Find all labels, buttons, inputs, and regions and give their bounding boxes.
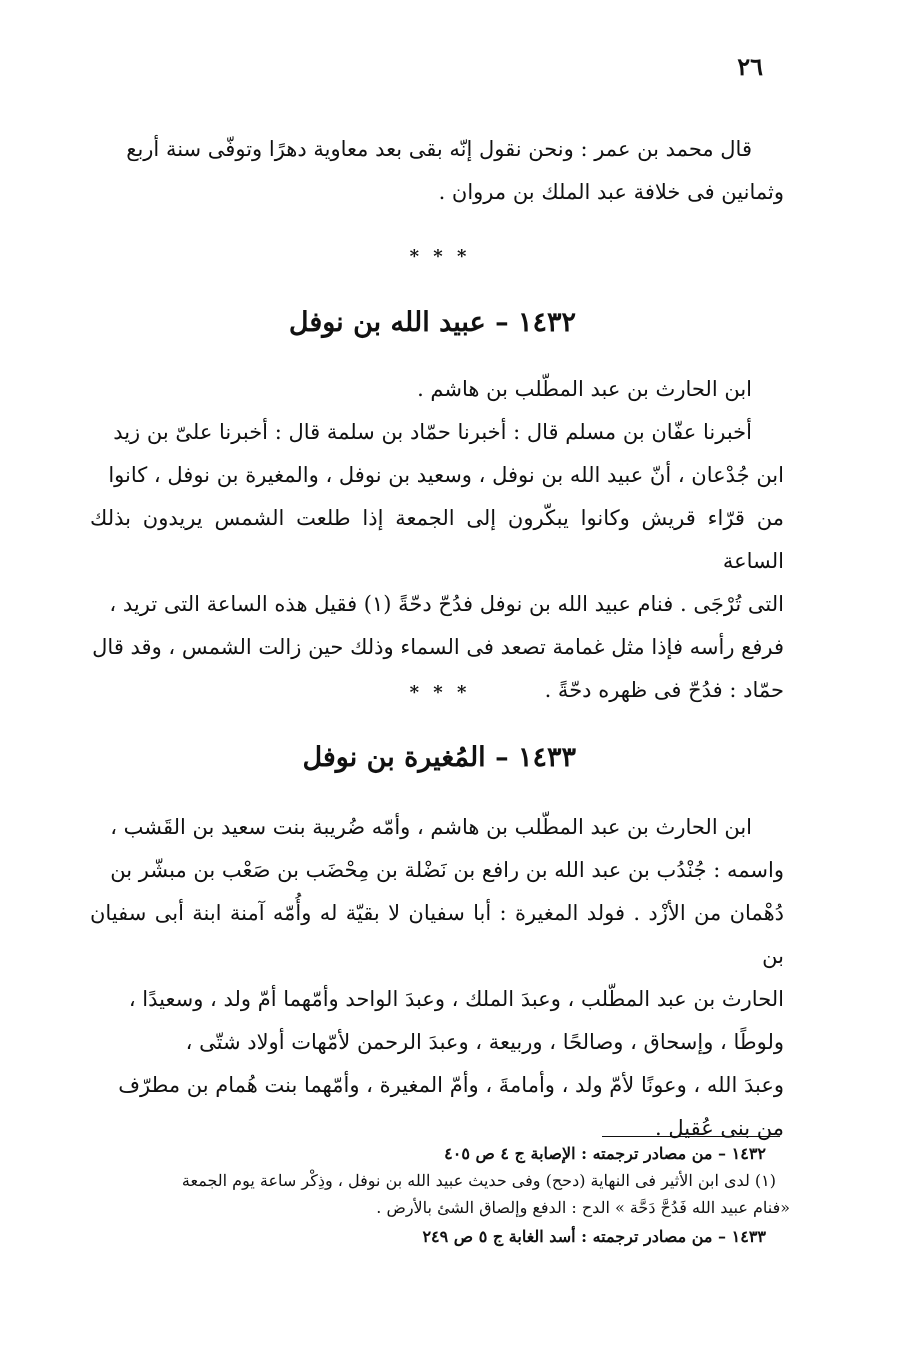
intro-paragraph xyxy=(90,128,784,214)
entry-1433-line: واسمه : جُنْدُب بن عبد الله بن رافع بن نَضْلة بن مِحْضَب بن صَعْب بن مبشّر بن xyxy=(110,858,784,882)
entry-1433-line: دُهْمان من الأزْد . فولد المغيرة : أبا سفيان لا بقيّة له وأُمّه آمنة ابنة أبى سفيان بن xyxy=(90,901,784,968)
footnote-divider xyxy=(602,1136,780,1137)
entry-1432-line: التى تُرْجَى . فنام عبيد الله بن نوفل فدُحّ دحّةً (١) فقيل هذه الساعة التى تريد ، xyxy=(109,592,784,616)
entry-1432-line: حمّاد : فدُحّ فى ظهره دحّةً . xyxy=(544,678,784,702)
footnotes xyxy=(100,1140,790,1250)
entry-heading-1433: ١٤٣٣ – المُغيرة بن نوفل xyxy=(302,742,576,773)
entry-1432-line: ابن جُدْعان ، أنّ عبيد الله بن نوفل ، وسعيد بن نوفل ، والمغيرة بن نوفل ، كانوا xyxy=(108,463,784,487)
section-separator: * * * xyxy=(409,246,471,267)
entry-1433-line: الحارث بن عبد المطّلب ، وعبدَ الملك ، وعبدَ الواحد وأمّهما أمّ ولد ، وسعيدًا ، xyxy=(128,987,784,1011)
entry-1432-line: من قرّاء قريش وكانوا يبكّرون إلى الجمعة إذا طلعت الشمس يريدون بذلك الساعة xyxy=(90,506,784,573)
entry-body-1433 xyxy=(90,806,784,1150)
section-separator: * * * xyxy=(409,682,471,703)
footnote-source-1433: ١٤٣٣ – من مصادر ترجمته : أسد الغابة ج ٥ ص ٢٤٩ xyxy=(422,1227,766,1246)
intro-line-1: قال محمد بن عمر : ونحن نقول إنّه بقى بعد معاوية دهرًا وتوفّى سنة أربع xyxy=(126,137,752,161)
page-number: ٢٦ xyxy=(737,52,763,81)
entry-1433-line: من بنى عُقيل . xyxy=(654,1116,784,1140)
entry-1433-line: ابن الحارث بن عبد المطّلب بن هاشم ، وأمّه ضُريبة بنت سعيد بن القَشب ، xyxy=(110,815,752,839)
entry-heading-1432: ١٤٣٢ – عبيد الله بن نوفل xyxy=(288,307,576,338)
entry-1433-line: ولوطًا ، وإسحاق ، وصالحًا ، وربيعة ، وعبدَ الرحمن لأمّهات أولاد شتّى ، xyxy=(185,1030,784,1054)
entry-body-1432 xyxy=(90,368,784,712)
footnote-note-1: (١) لدى ابن الأثير فى النهاية (دحح) وفى حديث عبيد الله بن نوفل ، وذِكْر ساعة يوم الجمعة xyxy=(181,1171,776,1190)
footnote-note-1-continued: «فنام عبيد الله فَدُحَّ دَحَّة » الدح : الدفع وإلصاق الشئ بالأرض . xyxy=(376,1198,790,1217)
entry-1432-line: ابن الحارث بن عبد المطّلب بن هاشم . xyxy=(417,377,752,401)
footnote-source-1432: ١٤٣٢ – من مصادر ترجمته : الإصابة ج ٤ ص ٤٠٥ xyxy=(444,1144,766,1163)
entry-1432-line: فرفع رأسه فإذا مثل غمامة تصعد فى السماء وذلك حين زالت الشمس ، وقد قال xyxy=(92,635,784,659)
entry-1433-line: وعبدَ الله ، وعونًا لأمّ ولد ، وأمامةَ ، وأمّ المغيرة ، وأمّهما بنت هُمام بن مطرّف xyxy=(118,1073,784,1097)
entry-1432-line: أخبرنا عفّان بن مسلم قال : أخبرنا حمّاد بن سلمة قال : أخبرنا علىّ بن زيد xyxy=(113,420,752,444)
intro-line-2: وثمانين فى خلافة عبد الملك بن مروان . xyxy=(438,180,784,204)
